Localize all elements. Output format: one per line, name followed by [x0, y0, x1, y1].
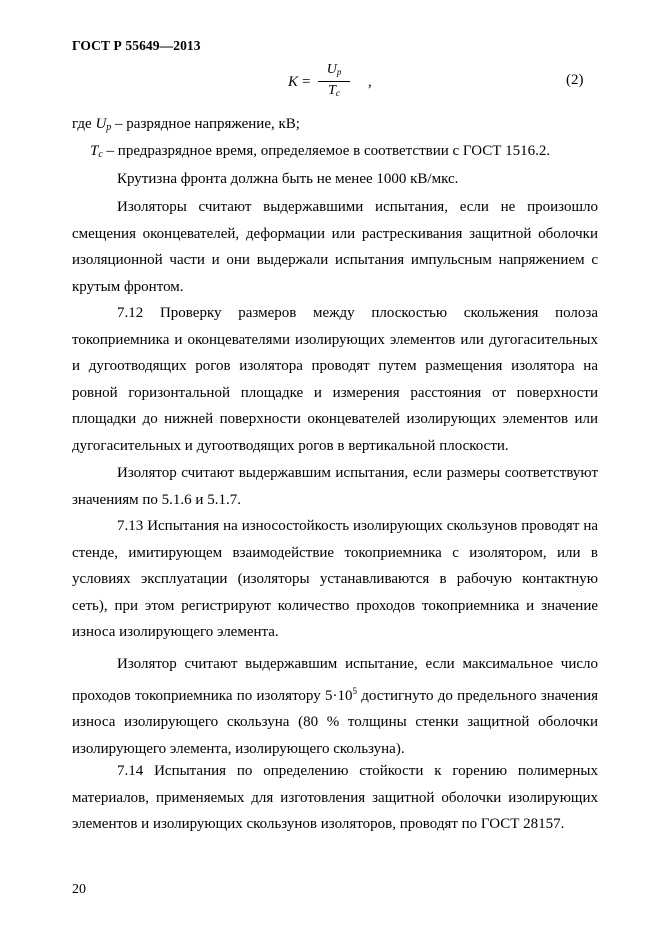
- formula-fraction: [318, 62, 350, 102]
- page-number: 20: [72, 882, 86, 897]
- definition-up: где $U_p$ – разрядное напряжение, кВ;: [72, 116, 300, 133]
- paragraph-dimensions-pass: Изолятор считают выдержавшим испытания, если размеры соответствуют значениям по 5.1.6 и 5.1.7.: [72, 465, 598, 508]
- paragraph-7-14: 7.14 Испытания по определению стойкости к горению полимерных материалов, применяемых для изготовления защитной оболочки изолирующих элементов и изолирующих скользунов изоляторов, проводят по ГОСТ 28157.: [72, 763, 598, 832]
- formula-denominator: $T_c$: [328, 83, 340, 98]
- formula-numerator: $U_p$: [318, 62, 350, 82]
- formula-equals: =: [302, 74, 311, 90]
- formula-lhs: K: [288, 74, 299, 90]
- document-header: ГОСТ Р 55649—2013: [72, 38, 201, 53]
- formula-number: (2): [566, 72, 584, 88]
- paragraph-insulators-pass: Изоляторы считают выдержавшими испытания, если не произошло смещения оконцевателей, деформации или растрескивания защитной оболочки изоляционной части и они выдержали испытания импульсным напряжением с крутым фронтом.: [72, 199, 598, 295]
- formula-comma: ,: [368, 74, 372, 90]
- paragraph-front-steepness: Крутизна фронта должна быть не менее 1000 кВ/мкс.: [117, 171, 459, 187]
- paragraph-7-13: 7.13 Испытания на износостойкость изолирующих скользунов проводят на стенде, имитирующем взаимодействие токоприемника с изолятором, или в условиях эксплуатации (изоляторы устанавливаются в рабочую контактную сеть), при этом регистрируют количество проходов токоприемника и значение износа изолирующего элемента.: [72, 518, 598, 640]
- paragraph-wear-pass: Изолятор считают выдержавшим испытание, если максимальное число проходов токоприемника по изолятору $5\cdot 10^5$ достигнуто до предельного значения износа изолирующего скользуна (80 % толщины стенки защитной оболочки изолирующего элемента, изолирующего скользуна).: [72, 656, 598, 757]
- definition-tc: $T_c$ – предразрядное время, определяемое в соответствии с ГОСТ 1516.2.: [90, 143, 551, 160]
- paragraph-7-12: 7.12 Проверку размеров между плоскостью скольжения полоза токоприемника и оконцевателями изолирующих элементов или дугогасительных и дугоотводящих рогов изолятора проводят путем размещения изолятора на ровной горизонтальной площадке и измерения расстояния от поверхности площадки до нижней поверхности оконцевателей изолирующих элементов или дугогасительных и дугоотводящих рогов в вертикальной плоскости.: [72, 305, 598, 454]
